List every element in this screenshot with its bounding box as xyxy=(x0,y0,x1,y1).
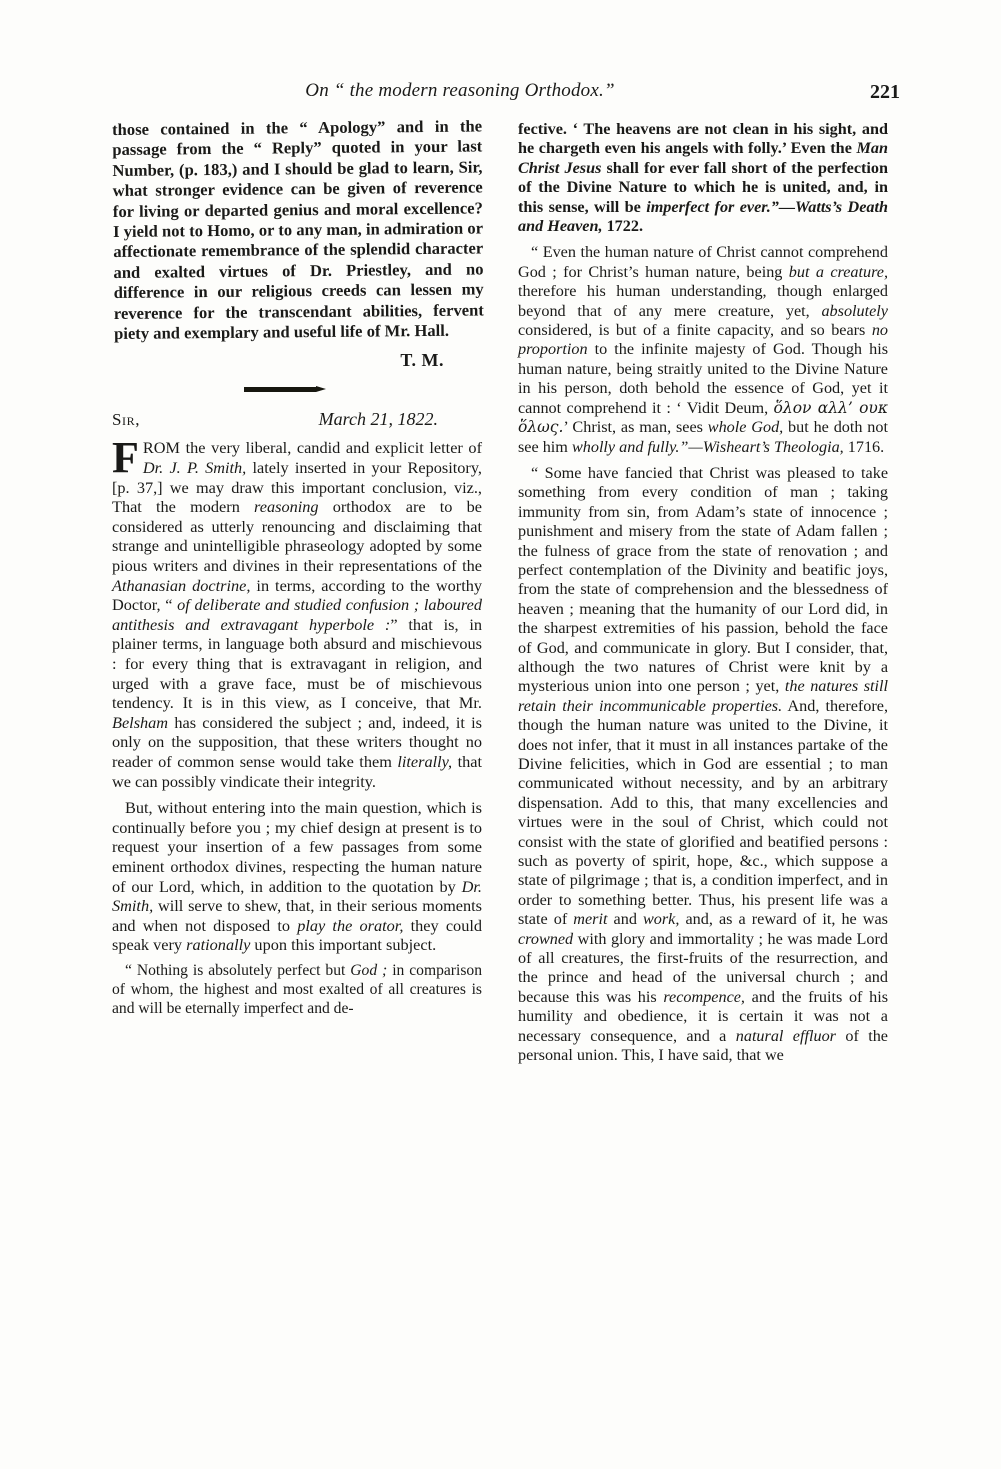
letter-paragraph-3: “ Nothing is absolutely perfect but God ; in comparison of whom, the highest and most exalted of all creatures is and will be eternally imperfect and de- xyxy=(112,961,482,1017)
running-head-title: On “ the modern reasoning Orthodox.” xyxy=(305,80,615,101)
left-column xyxy=(112,116,484,1018)
letter-paragraph-1-text: ROM the very liberal, candid and explicit letter of Dr. J. P. Smith, lately inserted in your Repository, [p. 37,] we may draw this important conclusion, viz., That the modern reasoning orthodox are to be considered as utterly renouncing and disclaiming that strange and unintelligible phraseology adopted by some pious writers and divines in their representations of the Athanasian doctrine, in terms, according to the worthy Doctor, “ of deliberate and studied confusion ; laboured antithesis and extravagant hyperbole :” that is, in plainer terms, in language both absurd and mischievous : for every thing that is extravagant in religion, and urged with a grave face, must be of mischievous tendency. It is in this view, as I conceive, that Mr. Belsham has considered the subject ; and, indeed, it is only on the supposition, that these writers thought no reader of common sense would take them literally, that we can possibly vindicate their integrity. xyxy=(112,438,483,791)
letter-head xyxy=(112,410,482,436)
drop-cap: F xyxy=(112,433,139,483)
ornamental-rule-icon xyxy=(244,387,316,392)
letter-paragraph-2: But, without entering into the main question, which is continually before you ; my chief design at present is to request your insertion of a few passages from some eminent orthodox divines, respecting the human nature of our Lord, which, in addition to the quotation by Dr. Smith, will serve to shew, that, in their serious moments and when not disposed to play the orator, they could speak very rationally upon this important subject. xyxy=(112,798,482,955)
right-column xyxy=(518,120,888,1066)
quotation-opening-block xyxy=(112,962,482,1018)
continuation-block xyxy=(112,116,484,344)
right-paragraph-2: “ Even the human nature of Christ cannot comprehend God ; for Christ’s human nature, being but a creature, therefore his human understanding, though enlarged beyond that of any mere creature, yet, absolutely considered, is but of a finite capacity, and so bears no proportion to the infinite majesty of God. Though his human nature, being straitly united to the Divine Nature in his person, doth behold the essence of God, yet it cannot comprehend it : ‘ Vidit Deum, ὅλον αλλ’ ουκ ὅλως.’ Christ, as man, sees whole God, but he doth not see him wholly and fully.”—Wisheart’s Theologia, 1716. xyxy=(518,243,889,456)
letter-salutation: Sir, xyxy=(112,410,141,430)
running-head xyxy=(110,80,900,110)
page-number: 221 xyxy=(870,81,900,103)
letter-date: March 21, 1822. xyxy=(318,409,438,430)
letter-paragraph-1 xyxy=(112,433,483,791)
right-paragraph-3: “ Some have fancied that Christ was pleased to take something from every condition of man ; taking immunity from sin, from Adam’s state of innocence ; punishment and misery from the state of Adam fallen ; the fulness of grace from the state of renovation ; and perfect contemplation of the Divinity and beatific joys, from the state of comprehension and the blessedness of heaven ; meaning that the humanity of our Lord did, in the sharpest extremities of his passion, behold the face of God, and communicate in glory. But I consider, that, although the two natures of Christ were knit by a mysterious union into one person ; yet, the natures still retain their incommunicable properties. And, therefore, though the human nature was united to the Divine, it does not infer, that it must in all instances partake of the Divine felicities, which in God are essential ; to man communicated without necessity, and by an arbitrary dispensation. Add to this, that many excellencies and virtues were in the soul of Christ, which could not consist with the state of glorified and beatified persons : such as poverty of spirit, hope, &c., which suppose a state of pilgrimage ; that is, a condition imperfect, and in order to something better. Thus, his present life was a state of merit and work, and, as a reward of it, he was crowned with glory and immortality ; he was made Lord of all creatures, the first-fruits of the resurrection, and the prince and head of the universal church ; and because this was his recompence, and the fruits of his humility and obedience, it is certain it was not a necessary consequence, and a natural effluor of the personal union. This, I have said, that we xyxy=(518,463,889,1065)
right-paragraph-1: fective. ‘ The heavens are not clean in his sight, and he chargeth even his angels with folly.’ Even the Man Christ Jesus shall for ever fall short of the perfection of the Divine Nature to which he is united, and, in this sense, will be imperfect for ever.”—Watts’s Death and Heaven, 1722. xyxy=(518,120,888,236)
continuation-paragraph: those contained in the “ Apology” and in the passage from the “ Reply” quoted in your last Number, (p. 183,) and I should be glad to learn, Sir, what stronger evidence can be given of reverence for living or departed genius and moral excellence? I yield not to Homo, or to any man, in admiration or affectionate remembrance of the splendid character and exalted virtues of Dr. Priestley, and no difference in our religious creeds can lessen my reverence for the transcendant abilities, fervent piety and exemplary and useful life of Mr. Hall. xyxy=(112,116,484,344)
signature: T. M. xyxy=(400,350,444,371)
two-column-body xyxy=(112,116,902,1410)
